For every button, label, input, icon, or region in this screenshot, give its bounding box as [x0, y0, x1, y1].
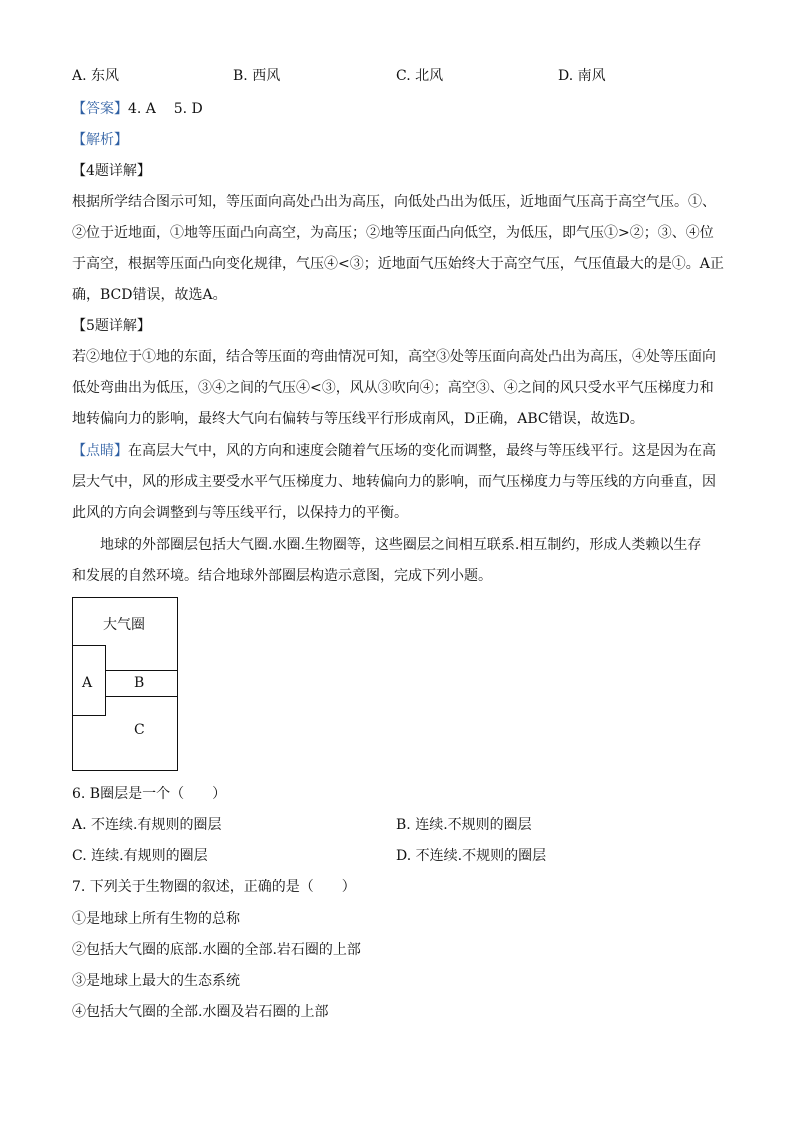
tip-line: 此风的方向会调整到与等压线平行，以保持力的平衡。: [72, 505, 408, 521]
diagram-atmosphere-label: 大气圈: [103, 617, 145, 633]
q4-detail-heading: 【4题详解】: [72, 163, 151, 179]
q5-detail-line: 若②地位于①地的东面，结合等压面的弯曲情况可知，高空③处等压面向高处凸出为高压，④处等压面向: [72, 349, 716, 365]
q6-option-a: A. 不连续.有规则的圈层: [72, 817, 222, 833]
answer-tag: 【答案】: [72, 101, 128, 117]
q5-detail-body: [72, 342, 724, 435]
tip-line-text: 在高层大气中，风的方向和速度会随着气压场的变化而调整，最终与等压线平行。这是因为在高: [128, 443, 716, 459]
q5-option-a: A. 东风: [72, 68, 120, 84]
q5-detail-line: 低处弯曲出为低压，③④之间的气压④<③，风从③吹向④；高空③、④之间的风只受水平气压梯度力和: [72, 380, 714, 396]
intro-body: [72, 530, 724, 592]
q4-detail-line: 于高空，根据等压面凸向变化规律，气压④<③；近地面气压始终大于高空气压，气压值最大的是①。A正: [72, 256, 724, 272]
q4-detail-body: [72, 187, 724, 311]
q5-option-b: B. 西风: [233, 68, 281, 84]
tip-line: [72, 436, 724, 467]
q6-stem: 6. B圈层是一个（ ）: [72, 786, 227, 802]
tip-tag: 【点睛】: [72, 443, 128, 459]
q6-option-c: C. 连续.有规则的圈层: [72, 848, 208, 864]
q5-detail-line: 地转偏向力的影响，最终大气向右偏转与等压线平行形成南风，D正确，ABC错误，故选D。: [72, 411, 644, 427]
answer-line: [72, 99, 203, 119]
q7-item: ④包括大气圈的全部.水圈及岩石圈的上部: [72, 1004, 329, 1020]
answer-text: 4. A 5. D: [128, 101, 203, 117]
tip-body: [72, 436, 724, 529]
q7-item: ③是地球上最大的生态系统: [72, 973, 240, 989]
q4-detail-line: ②位于近地面，①地等压面凸向高空，为高压；②地等压面凸向低空，为低压，即气压①>②；③、④位: [72, 225, 714, 241]
tip-line: 层大气中，风的形成主要受水平气压梯度力、地转偏向力的影响，而气压梯度力与等压线的方向垂直，因: [72, 474, 716, 490]
diagram-label-b: B: [134, 675, 145, 691]
diagram-label-a: A: [82, 675, 93, 691]
q5-option-d: D. 南风: [558, 68, 606, 84]
q5-detail-heading: 【5题详解】: [72, 318, 151, 334]
q6-option-d: D. 不连续.不规则的圈层: [396, 848, 547, 864]
analysis-tag: 【解析】: [72, 132, 128, 148]
intro-line: 地球的外部圈层包括大气圈.水圈.生物圈等，这些圈层之间相互联系.相互制约，形成人类赖以生存: [100, 537, 702, 553]
q7-item: ①是地球上所有生物的总称: [72, 911, 240, 927]
intro-line: 和发展的自然环境。结合地球外部圈层构造示意图，完成下列小题。: [72, 568, 492, 584]
q5-option-c: C. 北风: [396, 68, 444, 84]
q4-detail-line: 确，BCD错误，故选A。: [72, 287, 227, 303]
earth-spheres-diagram: [72, 597, 178, 771]
diagram-label-c: C: [134, 722, 145, 738]
q7-item: ②包括大气圈的底部.水圈的全部.岩石圈的上部: [72, 942, 361, 958]
q7-stem: 7. 下列关于生物圈的叙述，正确的是（ ）: [72, 879, 356, 895]
q6-option-b: B. 连续.不规则的圈层: [396, 817, 532, 833]
q4-detail-line: 根据所学结合图示可知，等压面向高处凸出为高压，向低处凸出为低压，近地面气压高于高空气压。①、: [72, 194, 716, 210]
